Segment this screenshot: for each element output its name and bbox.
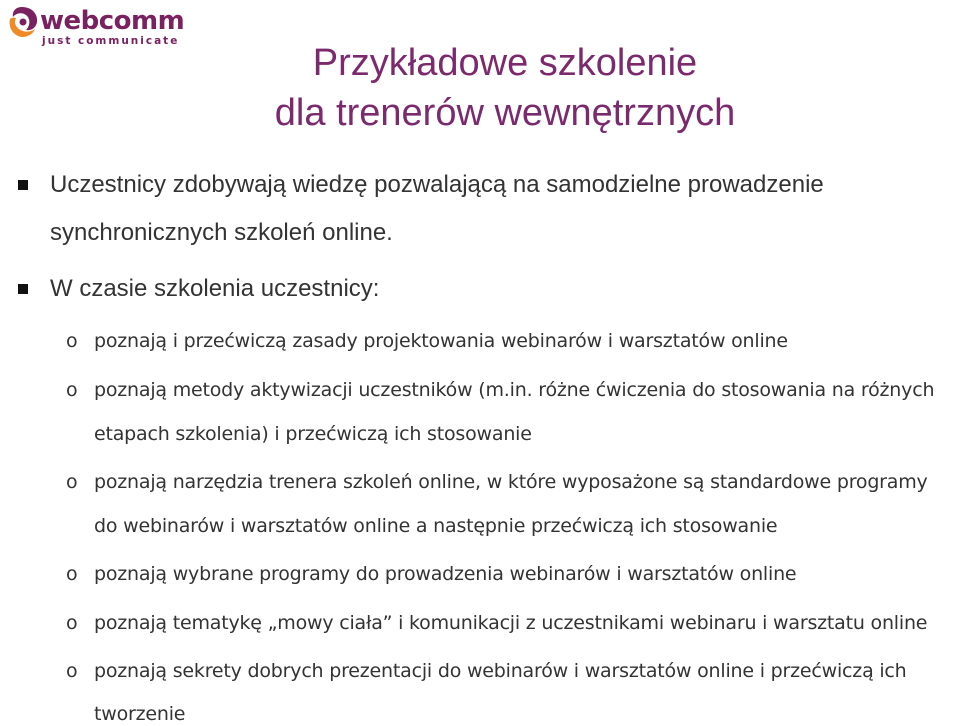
logo-tagline: just communicate	[42, 35, 180, 47]
square-bullet-icon	[18, 284, 28, 294]
sub-bullet-text: poznają i przećwiczą zasady projektowania webinarów i warsztatów online	[94, 330, 788, 352]
circle-bullet-icon: o	[66, 379, 78, 401]
circle-bullet-icon: o	[66, 330, 78, 352]
sub-bullet-text: poznają tematykę „mowy ciała” i komunikacji z uczestnikami webinaru i warsztatu online	[94, 612, 928, 634]
title-line-2: dla trenerów wewnętrznych	[274, 92, 736, 134]
square-bullet-icon	[18, 180, 28, 190]
bullet-text: Uczestnicy zdobywają wiedzę pozwalającą na samodzielne prowadzenie	[50, 171, 824, 198]
sub-bullet-text: do webinarów i warsztatów online a następnie przećwiczą ich stosowanie	[94, 515, 778, 537]
circle-bullet-icon: o	[66, 612, 78, 634]
sub-bullet-text: poznają narzędzia trenera szkoleń online, w które wyposażone są standardowe programy	[94, 471, 928, 493]
circle-bullet-icon: o	[66, 563, 78, 585]
circle-bullet-icon: o	[66, 660, 78, 682]
sub-bullet-text: poznają sekrety dobrych prezentacji do webinarów i warsztatów online i przećwiczą ich	[94, 660, 907, 682]
logo-wordmark: webcomm	[40, 6, 185, 36]
sub-bullet-text: poznają metody aktywizacji uczestników (m.in. różne ćwiczenia do stosowania na różnych	[94, 379, 935, 401]
slide-title	[0, 38, 960, 138]
bullet-text: W czasie szkolenia uczestnicy:	[50, 275, 380, 302]
circle-bullet-icon: o	[66, 471, 78, 493]
bullet-text: synchronicznych szkoleń online.	[50, 219, 393, 246]
title-line-1: Przykładowe szkolenie	[312, 42, 698, 84]
sub-bullet-text: etapach szkolenia) i przećwiczą ich stosowanie	[94, 423, 532, 445]
logo-swirl-icon	[4, 4, 40, 40]
sub-bullet-text: poznają wybrane programy do prowadzenia webinarów i warsztatów online	[94, 563, 797, 585]
sub-bullet-text: tworzenie	[94, 703, 186, 725]
